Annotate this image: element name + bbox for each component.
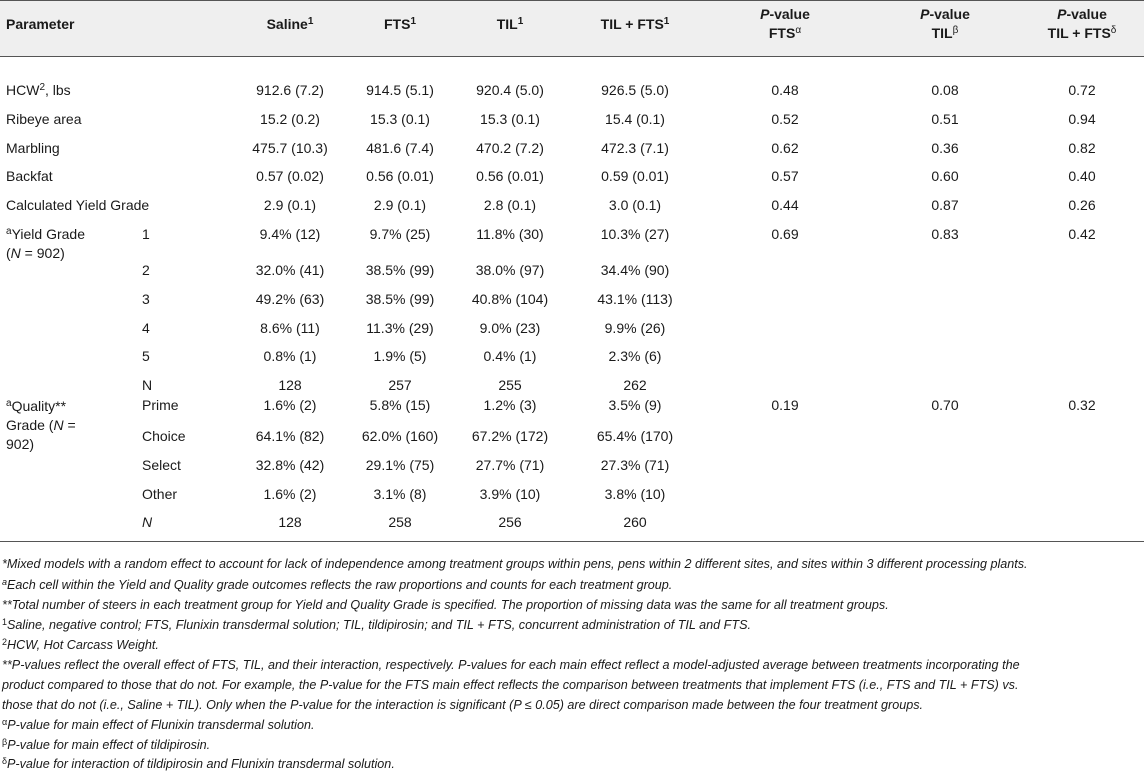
header-pvalue-fts-sub: FTS (768, 25, 796, 41)
table-cell: 0.44 (771, 197, 799, 213)
table-cell: 0.72 (1068, 82, 1096, 98)
row-label-ribeye: Ribeye area (6, 111, 82, 127)
row-label-hcw-text: HCW (6, 82, 40, 98)
table-cell: 0.69 (771, 226, 799, 242)
table-cell: 1.6% (2) (263, 486, 317, 502)
sub-label: Other (142, 486, 178, 502)
row-label-hcw-rest: , lbs (45, 82, 71, 98)
table-cell: 255 (498, 377, 522, 393)
table-cell: 3.1% (8) (373, 486, 427, 502)
row-label-calculated-yield: Calculated Yield Grade (6, 197, 150, 213)
table-cell: 15.3 (0.1) (370, 111, 430, 127)
table-cell: 40.8% (104) (471, 291, 549, 307)
table-cell: 470.2 (7.2) (476, 140, 544, 156)
table-cell: 11.3% (29) (366, 320, 434, 336)
header-pvalue-tilfts-l1 (1020, 6, 1144, 23)
table-cell: 2.9 (0.1) (263, 197, 317, 213)
table-cell: 0.60 (931, 168, 959, 184)
sub-label-n: N (142, 514, 153, 530)
row-label-backfat: Backfat (6, 168, 53, 184)
table-top-rule (0, 0, 1144, 1)
table-cell: 67.2% (172) (471, 428, 549, 444)
table-cell: 0.19 (771, 397, 799, 413)
table-cell: 0.32 (1068, 397, 1096, 413)
header-til (455, 16, 565, 33)
header-pvalue-til-sup: β (952, 25, 959, 36)
header-til-text: TIL (496, 16, 518, 32)
row-label-hcw-sup: 2 (39, 82, 45, 93)
footnote-each-cell-sup: a (2, 577, 8, 587)
table-cell: 9.9% (26) (604, 320, 666, 336)
table-cell: 49.2% (63) (255, 291, 325, 307)
yield-grade-title: Yield Grade (11, 226, 85, 242)
footnote-beta (2, 735, 1142, 755)
footnote-pvalues-l2: product compared to those that do not. For example, the P-value for the FTS main effect reflects the comparison between treatments that implement FTS (i.e., FTS and TIL + FTS) vs. (2, 678, 1019, 692)
table-cell: 38.5% (99) (365, 291, 435, 307)
header-fts-text: FTS (383, 16, 411, 32)
yield-grade-n: N (10, 245, 21, 261)
table-cell: 0.36 (931, 140, 959, 156)
header-pvalue-til-l1 (880, 6, 1010, 23)
quality-grade-title: Quality** (11, 398, 67, 414)
footnote-pvalues-l3: those that do not (i.e., Saline + TIL). Only when the P-value for the interaction is significant (P ≤ 0.05) are direct comparison made between the four treatment groups. (2, 698, 924, 712)
header-pvalue-til-p: P (920, 6, 930, 22)
footnote-each-cell (2, 575, 1142, 595)
footnote-delta (2, 754, 1142, 774)
footnote-abbreviations-sup: 1 (2, 617, 8, 627)
table-cell: 2.8 (0.1) (483, 197, 537, 213)
footnote-alpha-text: P-value for main effect of Flunixin transdermal solution. (7, 718, 315, 732)
table-cell: 27.3% (71) (600, 457, 670, 473)
quality-grade-n: N (53, 417, 64, 433)
table-cell: 475.7 (10.3) (252, 140, 328, 156)
header-fts (345, 16, 455, 33)
sub-label (142, 514, 152, 531)
footnote-alpha-sup: α (2, 717, 8, 727)
footnote-each-cell-text: Each cell within the Yield and Quality grade outcomes reflects the raw proportions and counts for each treatment group. (7, 578, 673, 592)
header-til-sup: 1 (517, 16, 524, 27)
table-cell: 914.5 (5.1) (366, 82, 434, 98)
header-pvalue-til-l2 (880, 25, 1010, 42)
table-cell: 0.82 (1068, 140, 1096, 156)
table-cell: 0.48 (771, 82, 799, 98)
yield-grade-label-l1 (6, 226, 85, 243)
footnote-hcw-text: HCW, Hot Carcass Weight. (7, 638, 159, 652)
table-bottom-rule (0, 541, 1144, 542)
table-cell: 38.5% (99) (365, 262, 435, 278)
table-cell: 472.3 (7.1) (601, 140, 669, 156)
table-cell: 38.0% (97) (475, 262, 545, 278)
header-pvalue-til-rest: -value (929, 6, 970, 22)
row-label-hcw (6, 82, 71, 99)
header-fts-sup: 1 (410, 16, 416, 27)
table-cell: 1.9% (5) (373, 348, 427, 364)
table-cell: 5.8% (15) (369, 397, 431, 413)
header-parameter (6, 16, 75, 33)
table-cell: 32.0% (41) (255, 262, 325, 278)
table-cell: 32.8% (42) (255, 457, 325, 473)
table-cell: 920.4 (5.0) (476, 82, 544, 98)
header-pvalue-tilfts-sup: δ (1110, 25, 1117, 36)
footnote-beta-sup: β (2, 737, 8, 747)
header-pvalue-fts-rest: -value (769, 6, 810, 22)
table-cell: 0.70 (931, 397, 959, 413)
table-cell: 62.0% (160) (361, 428, 439, 444)
table-cell: 10.3% (27) (600, 226, 670, 242)
footnote-total-steers: **Total number of steers in each treatment group for Yield and Quality Grade is specified. The proportion of missing data was the same for all treatment groups. (2, 598, 889, 612)
sub-label: 4 (142, 320, 150, 336)
header-parameter-text: Parameter (6, 16, 75, 32)
sub-label: N (142, 377, 153, 393)
table-cell: 128 (278, 377, 302, 393)
header-saline-text: Saline (266, 16, 308, 32)
table-cell: 0.42 (1068, 226, 1096, 242)
row-label-marbling: Marbling (6, 140, 60, 156)
sub-label: 5 (142, 348, 150, 364)
header-pvalue-fts-l2 (720, 25, 850, 42)
table-cell: 256 (498, 514, 522, 530)
sub-label: Prime (142, 397, 179, 413)
table-cell: 0.56 (0.01) (366, 168, 434, 184)
table-cell: 3.5% (9) (608, 397, 662, 413)
footnote-mixed-models: *Mixed models with a random effect to account for lack of independence among treatment groups within pens, pens within 2 different sites, and sites within 3 different processing plants. (2, 557, 1028, 571)
yield-grade-open: ( (6, 245, 11, 261)
table-cell: 27.7% (71) (475, 457, 545, 473)
header-pvalue-fts-p: P (760, 6, 770, 22)
footnote-delta-sup: δ (2, 756, 8, 766)
table-cell: 3.8% (10) (604, 486, 666, 502)
quality-grade-label-l1 (6, 398, 66, 415)
table-cell: 65.4% (170) (596, 428, 674, 444)
table-cell: 11.8% (30) (476, 226, 544, 242)
table-cell: 34.4% (90) (600, 262, 670, 278)
quality-grade-grade: Grade ( (6, 417, 54, 433)
table-cell: 0.94 (1068, 111, 1096, 127)
table-cell: 0.26 (1068, 197, 1096, 213)
table-cell: 1.2% (3) (483, 397, 537, 413)
table-cell: 9.0% (23) (479, 320, 541, 336)
header-pvalue-til-sub: TIL (931, 25, 953, 41)
table-cell: 260 (623, 514, 647, 530)
footnote-beta-text: P-value for main effect of tildipirosin. (7, 738, 211, 752)
table-cell: 0.87 (931, 197, 959, 213)
table-cell: 262 (623, 377, 647, 393)
sub-label: 3 (142, 291, 150, 307)
yield-grade-sup: a (6, 226, 12, 237)
footnote-hcw (2, 635, 1142, 655)
footnote-pvalues-l1: **P-values reflect the overall effect of FTS, TIL, and their interaction, respectively. P-values for each main effect reflect a model-adjusted average between treatments incorporating the (2, 658, 1020, 672)
quality-grade-label-l3: 902) (6, 436, 35, 452)
sub-label: Select (142, 457, 181, 473)
table-cell: 15.4 (0.1) (605, 111, 665, 127)
header-pvalue-tilfts-rest: -value (1066, 6, 1107, 22)
table-cell: 128 (278, 514, 302, 530)
sub-label: Choice (142, 428, 186, 444)
quality-grade-sup: a (6, 398, 12, 409)
table-cell: 29.1% (75) (365, 457, 435, 473)
header-til-fts-sup: 1 (663, 16, 670, 27)
header-til-fts-text: TIL + FTS (600, 16, 664, 32)
table-cell: 3.9% (10) (479, 486, 541, 502)
table-cell: 15.3 (0.1) (480, 111, 540, 127)
table-cell: 0.57 (0.02) (256, 168, 324, 184)
table-cell: 926.5 (5.0) (601, 82, 669, 98)
table-cell: 257 (388, 377, 412, 393)
header-pvalue-fts-l1 (720, 6, 850, 23)
table-cell: 0.08 (931, 82, 959, 98)
table-cell: 1.6% (2) (263, 397, 317, 413)
footnote-hcw-sup: 2 (2, 637, 8, 647)
table-cell: 0.4% (1) (483, 348, 537, 364)
yield-grade-count: = 902) (20, 245, 65, 261)
table-cell: 0.56 (0.01) (476, 168, 544, 184)
table-cell: 2.3% (6) (608, 348, 662, 364)
table-cell: 2.9 (0.1) (373, 197, 427, 213)
header-saline-sup: 1 (307, 16, 314, 27)
table-cell: 9.7% (25) (369, 226, 431, 242)
header-pvalue-tilfts-sub: TIL + FTS (1047, 25, 1111, 41)
table-cell: 0.62 (771, 140, 799, 156)
sub-label: 1 (142, 226, 150, 242)
footnote-delta-text: P-value for interaction of tildipirosin and Flunixin transdermal solution. (7, 757, 395, 771)
table-cell: 43.1% (113) (597, 291, 673, 307)
table-header-rule (0, 56, 1144, 57)
table-cell: 0.51 (931, 111, 959, 127)
table-cell: 258 (388, 514, 412, 530)
footnote-abbreviations-text: Saline, negative control; FTS, Flunixin transdermal solution; TIL, tildipirosin; and TIL + FTS, concurrent administration of TIL and FTS. (7, 618, 751, 632)
header-pvalue-fts-sup: α (795, 25, 802, 36)
header-pvalue-tilfts-p: P (1057, 6, 1067, 22)
footnote-alpha (2, 715, 1142, 735)
quality-grade-eq: = (63, 417, 76, 433)
table-cell: 912.6 (7.2) (256, 82, 324, 98)
header-saline (235, 16, 345, 33)
table-cell: 0.8% (1) (263, 348, 317, 364)
table-cell: 0.83 (931, 226, 959, 242)
quality-grade-label-l2 (6, 417, 76, 434)
table-cell: 0.40 (1068, 168, 1096, 184)
table-cell: 9.4% (12) (259, 226, 321, 242)
footnote-abbreviations (2, 615, 1142, 635)
table-cell: 3.0 (0.1) (608, 197, 662, 213)
header-pvalue-tilfts-l2 (1020, 25, 1144, 42)
table-cell: 15.2 (0.2) (260, 111, 320, 127)
table-cell: 0.59 (0.01) (601, 168, 669, 184)
table-cell: 481.6 (7.4) (366, 140, 434, 156)
table-cell: 0.52 (771, 111, 799, 127)
sub-label: 2 (142, 262, 150, 278)
table-cell: 8.6% (11) (260, 320, 320, 336)
header-til-fts (565, 16, 705, 33)
table-cell: 0.57 (771, 168, 799, 184)
table-cell: 64.1% (82) (255, 428, 325, 444)
yield-grade-label-l2 (6, 245, 65, 262)
